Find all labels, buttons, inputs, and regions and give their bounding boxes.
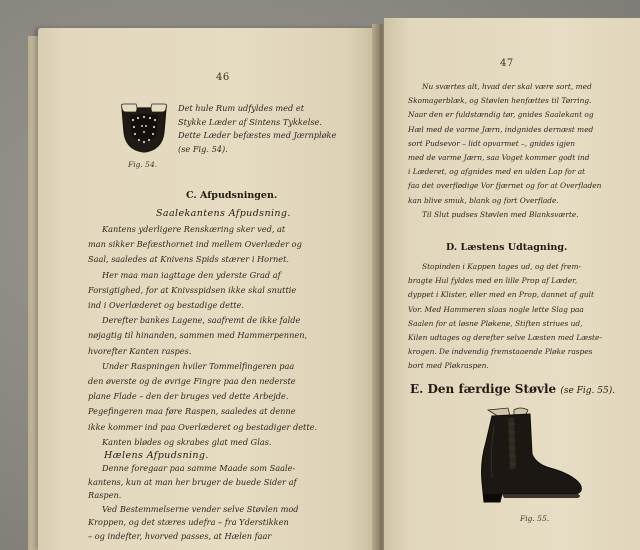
text-line: Kanten blødes og skrabes glat med Glas. bbox=[102, 436, 272, 447]
text-line: Det hule Rum udfyldes med et bbox=[178, 103, 304, 113]
text-line: kan blive smuk, blank og fort Overflade. bbox=[408, 195, 559, 205]
text-line: ind i Overlæderet og bestadige dette. bbox=[88, 300, 245, 311]
text-line: i Læderet, og afgnides med en ulden Lap for at bbox=[408, 167, 586, 177]
text-line: Kroppen, og det stæres udefra – fra Yderstikken bbox=[88, 517, 289, 527]
figure-caption-55: Fig. 55. bbox=[520, 514, 550, 523]
text-line: bragte Hul fyldes med en lille Prop af Læder, bbox=[408, 276, 578, 286]
text-line: bort med Pløkraspen. bbox=[408, 361, 489, 371]
section-heading-c: C. Afpudsningen. bbox=[186, 190, 278, 201]
text-line: nøjagtig til hinanden, sammen med Hammerpennen, bbox=[88, 330, 308, 341]
paragraph-laestens-udtagning bbox=[408, 260, 602, 374]
section-heading-e-note: (se Fig. 55). bbox=[560, 386, 616, 396]
text-line: dyppet i Klister, eller med en Prop, dannet af gult bbox=[408, 290, 594, 300]
paragraph-saalekant bbox=[88, 222, 317, 450]
text-line: ikke kommer ind paa Overlæderet og bestadiger dette. bbox=[88, 421, 318, 432]
text-line: – og indefter, hvorved passes, at Hælen faar bbox=[88, 530, 272, 541]
text-line: (se Fig. 54). bbox=[178, 143, 228, 154]
text-line: Til Slut pudses Støvlen med Blanksværte. bbox=[422, 209, 579, 219]
heel-figure-icon bbox=[116, 102, 172, 158]
text-line: Hæl med de varme Jærn, indgnides dernæst med bbox=[408, 124, 594, 134]
figure-caption-54: Fig. 54. bbox=[128, 160, 158, 169]
section-heading-e bbox=[410, 382, 615, 396]
text-line: kantens, kun at man her bruger de buede Sider af bbox=[88, 476, 297, 487]
text-line: Nu sværtes alt, hvad der skal være sort, med bbox=[422, 82, 592, 91]
text-line: Saalen for at løsne Pløkene, Stiften striues ud, bbox=[408, 318, 583, 328]
text-line: Derefter bankes Lagene, saafremt de ikke falde bbox=[102, 315, 301, 326]
text-line: Denne foregaar paa samme Maade som Saale- bbox=[102, 463, 296, 473]
section-heading-d: D. Læstens Udtagning. bbox=[446, 242, 568, 253]
text-line: man sikker Befæsthornet ind mellem Overlæder og bbox=[88, 239, 302, 250]
paragraph-svaertning bbox=[408, 80, 601, 222]
text-line: Saal, saaledes at Knivens Spids stærer i Hornet. bbox=[88, 254, 290, 265]
text-line: hvorefter Kanten raspes. bbox=[88, 345, 192, 356]
text-line: Vor. Med Hammeren slaas nogle lette Slag paa bbox=[408, 304, 584, 314]
text-line: den øverste og de øvrige Fingre paa den nederste bbox=[88, 376, 296, 387]
section-heading-e-title: E. Den færdige Støvle bbox=[410, 382, 557, 396]
text-line: Naar den er fuldstændig tør, gnides Saalekant og bbox=[408, 110, 594, 120]
text-line: Dette Læder befæstes med Jærnpløke bbox=[178, 130, 337, 140]
text-line: Pegefingeren maa føre Raspen, saaledes at denne bbox=[88, 406, 296, 417]
text-line: faa det overflødige Vor fjærnet og for at Overfladen bbox=[408, 181, 602, 191]
text-line: Raspen. bbox=[88, 490, 122, 500]
page-number-left: 46 bbox=[216, 72, 230, 83]
open-book bbox=[22, 18, 640, 550]
subheading-haelen: Hælens Afpudsning. bbox=[104, 450, 209, 461]
text-line: krogen. De indvendig fremstaaende Pløke raspes bbox=[408, 347, 593, 357]
text-line: Kantens yderligere Renskæring sker ved, at bbox=[102, 224, 286, 234]
text-line: Forsigtighed, for at Knivsspidsen ikke skal snuttie bbox=[88, 284, 297, 295]
text-line: Kilen udtages og derefter selve Læsten med Læste- bbox=[408, 333, 602, 343]
paragraph-haelen bbox=[88, 462, 299, 543]
subheading-saalekant: Saalekantens Afpudsning. bbox=[156, 208, 291, 219]
text-line: Skomagerblæk, og Støvlen henfættes til Tørring. bbox=[408, 96, 592, 106]
text-line: med de varme Jærn, saa Voget kommer godt ind bbox=[408, 153, 590, 163]
text-line: Under Raspningen hviler Tommelfingeren paa bbox=[102, 360, 295, 371]
boot-figure-icon bbox=[464, 402, 594, 510]
page-number-right: 47 bbox=[500, 58, 514, 69]
text-line: plane Flade – den der bruges ved dette Arbejde. bbox=[88, 391, 289, 402]
text-line: Her maa man iagttage den yderste Grad af bbox=[102, 269, 281, 280]
text-line: Stykke Læder af Sintens Tykkelse. bbox=[178, 116, 322, 127]
left-page bbox=[38, 28, 376, 550]
text-line: Stopinden i Kappen tages ud, og det frem- bbox=[422, 262, 582, 271]
text-line: sort Pudsevor – lidt opvarmet –, gnides igjen bbox=[408, 138, 576, 148]
text-line: Ved Bestemmelserne vender selve Støvlen mod bbox=[102, 503, 299, 514]
right-page bbox=[384, 18, 640, 550]
intro-paragraph bbox=[178, 102, 336, 156]
